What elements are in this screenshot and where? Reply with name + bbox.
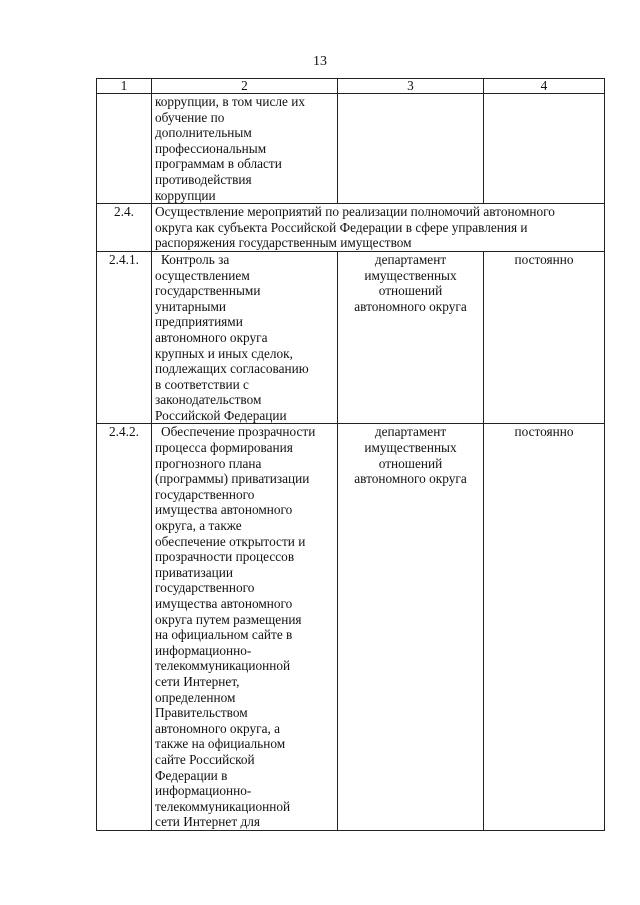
measure-cell: Обеспечение прозрачности процесса формирования прогнозного плана (программы) приватизации государственного имущества автономного округа, а также обеспечение открытости и прозрачности процессов приватизации государственного имущества автономного округа путем размещения на официальном сайте в информационно- телекоммуникационной сети Интернет, определенном Правительством автономного округа, а также на официальном сайте Российской Федерации в информационно- телекоммуникационной сети Интернет для	[152, 424, 338, 830]
row-number-cell: 2.4.1.	[97, 251, 152, 424]
section-title: Осуществление мероприятий по реализации полномочий автономного округа как субъекта Российской Федерации в сфере управления и распоряжения государственным имуществом	[152, 204, 605, 252]
header-col-2: 2	[152, 79, 338, 94]
table-row	[97, 424, 605, 830]
header-col-4: 4	[484, 79, 605, 94]
header-col-1: 1	[97, 79, 152, 94]
executor-cell	[338, 94, 484, 204]
table-header-row	[97, 79, 605, 94]
term-cell: постоянно	[484, 424, 605, 830]
row-number-cell	[97, 94, 152, 204]
measures-table	[96, 78, 605, 831]
executor-cell: департамент имущественных отношений автономного округа	[338, 424, 484, 830]
page-number: 13	[313, 54, 327, 69]
measure-cell: Контроль за осуществлением государственными унитарными предприятиями автономного округа крупных и иных сделок, подлежащих согласованию в соответствии с законодательством Российской Федерации	[152, 251, 338, 424]
executor-cell: департамент имущественных отношений автономного округа	[338, 251, 484, 424]
row-number-cell: 2.4.2.	[97, 424, 152, 830]
table-row	[97, 94, 605, 204]
term-cell	[484, 94, 605, 204]
header-col-3: 3	[338, 79, 484, 94]
table-row	[97, 251, 605, 424]
section-number: 2.4.	[97, 204, 152, 252]
section-row	[97, 204, 605, 252]
measure-cell: коррупции, в том числе их обучение по дополнительным профессиональным программам в области противодействия коррупции	[152, 94, 338, 204]
term-cell: постоянно	[484, 251, 605, 424]
